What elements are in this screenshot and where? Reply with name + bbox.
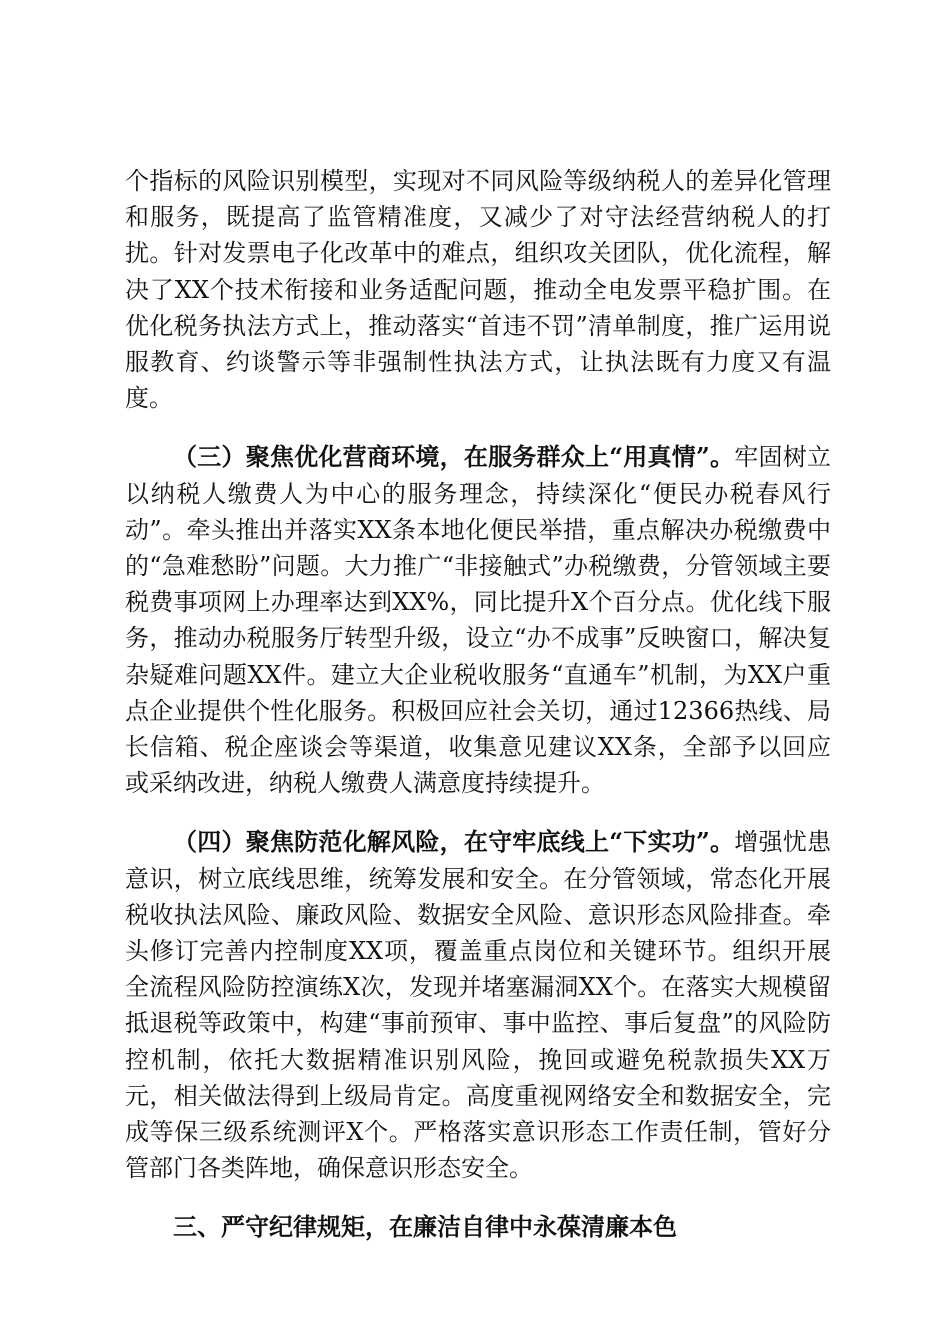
paragraph-text: 增强忧患意识，树立底线思维，统筹发展和安全。在分管领域，常态化开展税收执法风险、廉政风险、数据安全风险、意识形态风险排查。牵头修订完善内控制度XX项，覆盖重点岗位和关键环节。组织开展全流程风险防控演练X次，发现并堵塞漏洞XX个。在落实大规模留抵退税等政策中，构建“事前预审、事中监控、事后复盘”的风险防控机制，依托大数据精准识别风险，挽回或避免税款损失XX万元，相关做法得到上级局肯定。高度重视网络安全和数据安全，完成等保三级系统测评X个。严格落实意识形态工作责任制，管好分管部门各类阵地，确保意识形态安全。 (125, 828, 832, 1183)
paragraph-text: 个指标的风险识别模型，实现对不同风险等级纳税人的差异化管理和服务，既提高了监管精准度，又减少了对守法经营纳税人的打扰。针对发票电子化改革中的难点，组织攻关团队，优化流程，解决了XX个技术衔接和业务适配问题，推动全电发票平稳扩围。在优化税务执法方式上，推动落实“首违不罚”清单制度，推广运用说服教育、约谈警示等非强制性执法方式，让执法既有力度又有温度。 (125, 167, 831, 413)
paragraph-lead-heading: （四）聚焦防范化解风险，在守牢底线上“下实功”。 (173, 827, 735, 857)
section-heading: 三、严守纪律规矩，在廉洁自律中永葆清廉本色 (173, 1212, 677, 1242)
paragraph-text: 牢固树立以纳税人缴费人为中心的服务理念，持续深化“便民办税春风行动”。牵头推出并落实XX条本地化便民举措，重点解决办税缴费中的“急难愁盼”问题。大力推广“非接触式”办税缴费，分管领域主要税费事项网上办理率达到XX%，同比提升X个百分点。优化线下服务，推动办税服务厅转型升级，设立“办不成事”反映窗口，解决复杂疑难问题XX件。建立大企业税收服务“直通车”机制，为XX户重点企业提供个性化服务。积极回应社会关切，通过12366热线、局长信箱、税企座谈会等渠道，收集意见建议XX条，全部予以回应或采纳改进，纳税人缴费人满意度持续提升。 (125, 443, 832, 798)
paragraph-continuation (125, 163, 831, 416)
document-body (125, 163, 831, 1245)
paragraph-lead-heading: （三）聚焦优化营商环境，在服务群众上“用真情”。 (173, 442, 735, 472)
paragraph-risk (125, 824, 831, 1186)
paragraph-service (125, 439, 831, 801)
